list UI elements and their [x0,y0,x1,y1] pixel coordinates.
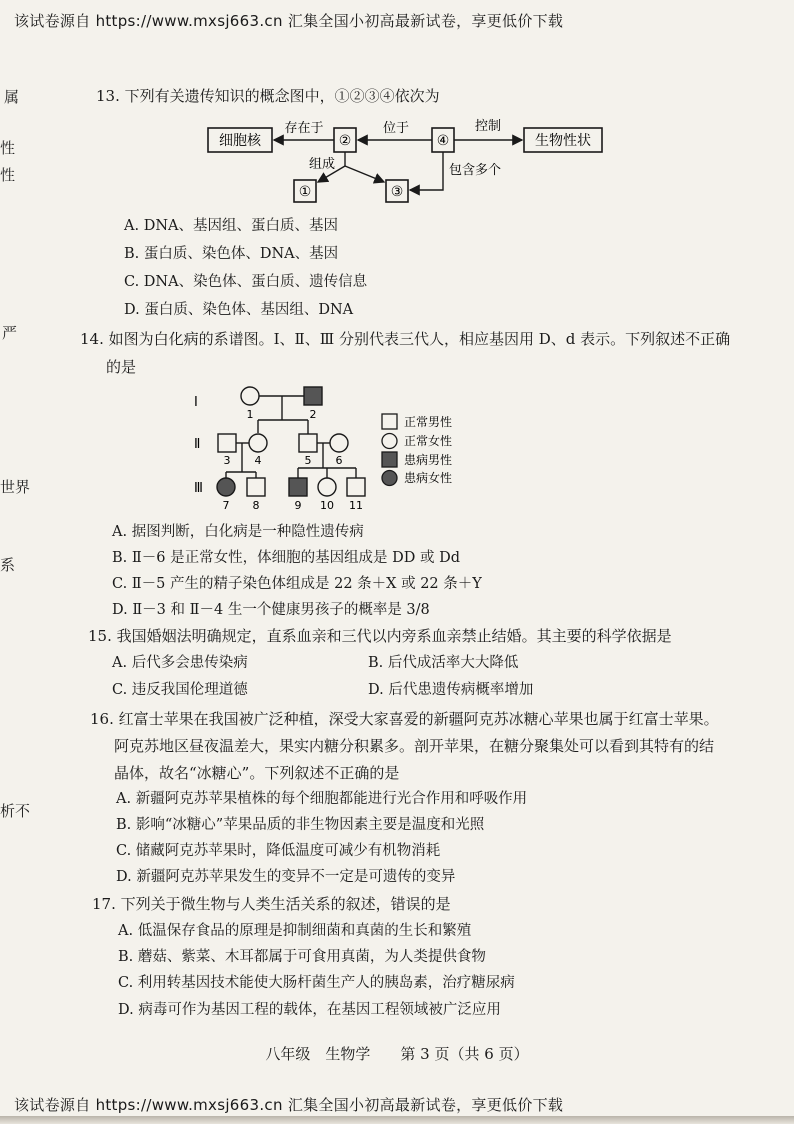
question-16-stem-cont: 晶体，故名“冰糖心”。下列叙述不正确的是 [114,764,400,782]
q15-option-a: A. 后代多会患传染病 [112,655,248,671]
individual-number: 9 [294,499,302,512]
individual-number: 5 [304,454,312,467]
individual-5 [299,434,317,452]
node-4-label: ④ [436,133,450,149]
q17-option-d: D. 病毒可作为基因工程的载体，在基因工程领域被广泛应用 [118,1002,501,1018]
q16-option-c: C. 储藏阿克苏苹果时，降低温度可减少有机物消耗 [116,843,441,859]
individual-number: 4 [254,454,262,467]
individual-7 [217,478,235,496]
q15-option-d: D. 后代患遗传病概率增加 [368,682,534,698]
individual-1 [241,387,259,405]
generation-label-iii: Ⅲ [194,481,203,496]
question-14-stem-cont: 的是 [106,358,137,376]
individual-number: 8 [252,499,260,512]
q14-option-c: C. Ⅱ－5 产生的精子染色体组成是 22 条＋X 或 22 条＋Y [112,576,482,592]
node-3-label: ③ [390,184,404,200]
individual-3 [218,434,236,452]
margin-scrap: 性 [0,166,16,184]
question-17-stem: 17. 下列关于微生物与人类生活关系的叙述，错误的是 [92,895,451,913]
q15-option-c: C. 违反我国伦理道德 [112,682,248,698]
individual-9 [289,478,307,496]
q13-option-c: C. DNA、染色体、蛋白质、遗传信息 [124,274,368,290]
edge-exists-in-label: 存在于 [284,121,324,136]
margin-scrap: 析不 [0,802,31,820]
question-14-stem: 14. 如图为白化病的系谱图。Ⅰ、Ⅱ、Ⅲ 分别代表三代人，相应基因用 D、d 表示。下列叙述不正确 [80,330,731,348]
q16-option-a: A. 新疆阿克苏苹果植株的每个细胞都能进行光合作用和呼吸作用 [116,791,528,807]
edge-contains-many [410,152,443,190]
q17-option-b: B. 蘑菇、紫菜、木耳都属于可食用真菌，为人类提供食物 [118,949,486,965]
watermark-top: 该试卷源自 https://www.mxsj663.cn 汇集全国小初高最新试卷，享更低价下载 [14,12,564,30]
individual-10 [318,478,336,496]
question-16-stem-cont: 阿克苏地区昼夜温差大，果实内糖分积累多。剖开苹果，在糖分聚集处可以看到其特有的结 [114,737,715,755]
individual-2 [304,387,322,405]
individual-11 [347,478,365,496]
individual-number: 11 [349,499,363,512]
edge-composed-of-right [345,166,384,182]
individual-6 [330,434,348,452]
node-trait-label: 生物性状 [535,133,591,149]
margin-scrap: 世界 [0,478,31,496]
margin-scrap: 系 [0,556,16,574]
legend-normal-female: 正常女性 [404,434,453,448]
q16-option-d: D. 新疆阿克苏苹果发生的变异不一定是可遗传的变异 [116,869,456,885]
legend-affected-female: 患病女性 [404,471,453,485]
individual-8 [247,478,265,496]
page-bottom-edge [0,1116,794,1124]
edge-composed-of-label: 组成 [308,157,336,172]
node-1-label: ① [298,184,312,200]
legend-normal-female-symbol [382,434,397,449]
watermark-bottom: 该试卷源自 https://www.mxsj663.cn 汇集全国小初高最新试卷，享更低价下载 [14,1096,564,1114]
legend-affected-male: 患病男性 [404,453,453,467]
q15-option-b: B. 后代成活率大大降低 [368,655,519,671]
legend-affected-female-symbol [382,471,397,486]
q13-option-d: D. 蛋白质、染色体、基因组、DNA [124,302,354,318]
individual-number: 10 [320,499,334,512]
q13-option-b: B. 蛋白质、染色体、DNA、基因 [124,246,339,262]
pedigree-chart [190,380,480,515]
question-15-stem: 15. 我国婚姻法明确规定，直系血亲和三代以内旁系血亲禁止结婚。其主要的科学依据是 [88,627,672,645]
edge-contains-many-label: 包含多个 [449,163,502,178]
q17-option-a: A. 低温保存食品的原理是抑制细菌和真菌的生长和繁殖 [118,923,472,939]
node-2-label: ② [338,133,352,149]
q16-option-b: B. 影响“冰糖心”苹果品质的非生物因素主要是温度和光照 [116,817,485,833]
q14-option-a: A. 据图判断，白化病是一种隐性遗传病 [112,524,364,540]
generation-label-ii: Ⅱ [194,437,201,452]
node-cell-nucleus-label: 细胞核 [219,133,261,149]
concept-map-diagram [200,112,610,212]
edge-located-on-label: 位于 [382,121,410,136]
margin-scrap: 性 [0,139,16,157]
legend-normal-male-symbol [382,414,397,429]
legend-normal-male: 正常男性 [404,415,453,429]
margin-scrap: 严 [2,324,18,342]
individual-number: 6 [335,454,343,467]
margin-scrap: 属 [4,88,20,106]
page-footer: 八年级 生物学 第 3 页（共 6 页） [265,1045,529,1063]
generation-label-i: Ⅰ [194,395,198,410]
individual-number: 3 [223,454,231,467]
q14-option-d: D. Ⅱ－3 和 Ⅱ－4 生一个健康男孩子的概率是 3/8 [112,602,430,618]
edge-controls-label: 控制 [474,119,502,134]
q14-option-b: B. Ⅱ－6 是正常女性，体细胞的基因组成是 DD 或 Dd [112,550,461,566]
individual-number: 2 [309,408,317,421]
q17-option-c: C. 利用转基因技术能使大肠杆菌生产人的胰岛素，治疗糖尿病 [118,975,515,991]
question-16-stem: 16. 红富士苹果在我国被广泛种植，深受大家喜爱的新疆阿克苏冰糖心苹果也属于红富士苹果。 [90,710,719,728]
individual-number: 1 [246,408,254,421]
question-13-stem: 13. 下列有关遗传知识的概念图中，①②③④依次为 [96,87,440,105]
individual-4 [249,434,267,452]
individual-number: 7 [222,499,230,512]
q13-option-a: A. DNA、基因组、蛋白质、基因 [124,218,338,234]
legend-affected-male-symbol [382,452,397,467]
